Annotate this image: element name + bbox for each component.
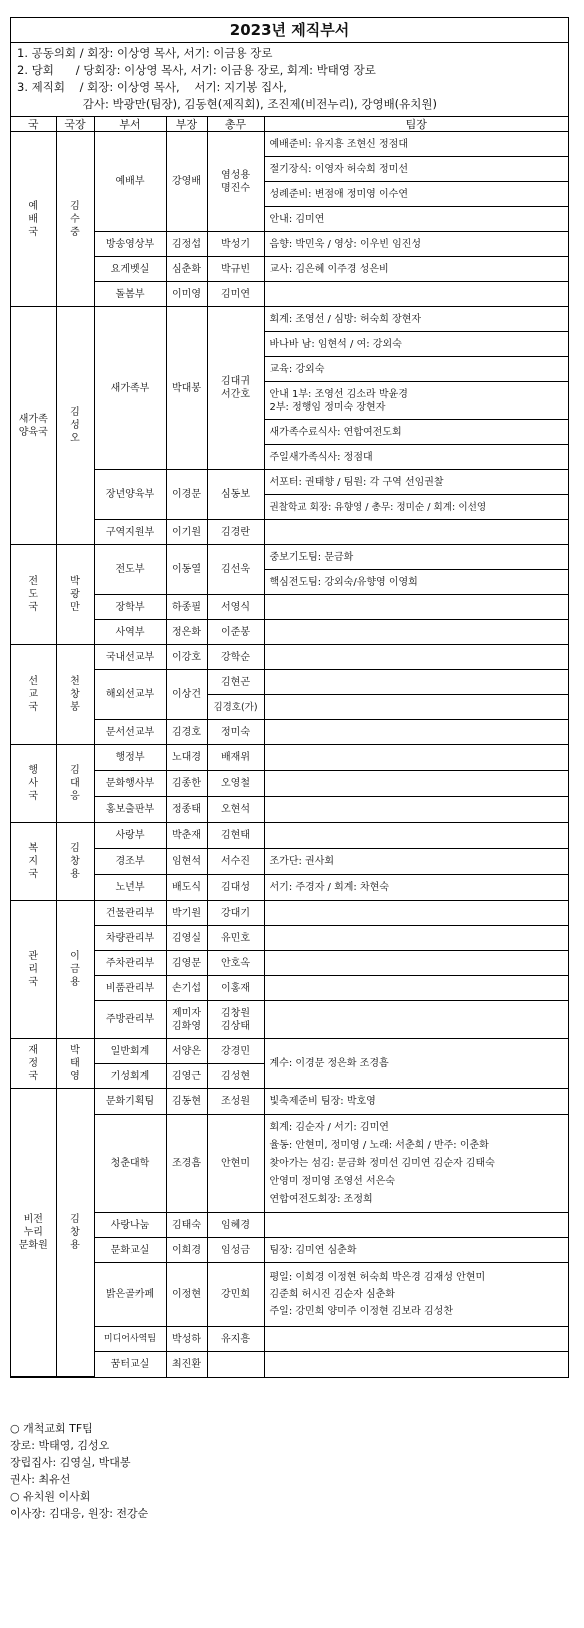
table-row	[11, 595, 568, 620]
col-header-dept: 부서	[94, 117, 166, 132]
dept-chongmu: 김경호(가)	[207, 695, 264, 720]
dept-name: 사역부	[94, 620, 166, 645]
dept-chongmu: 유민호	[207, 926, 264, 951]
table-row	[11, 620, 568, 645]
dept-chongmu: 안호옥	[207, 951, 264, 976]
guk-name: 복 지 국	[11, 823, 56, 901]
guk-head: 김 성 오	[56, 307, 94, 545]
table-row	[11, 797, 568, 823]
dept-chongmu: 김현태	[207, 823, 264, 849]
dept-chongmu: 강경민	[207, 1039, 264, 1064]
guk-name: 새가족 양육국	[11, 307, 56, 545]
team-cell	[264, 695, 568, 720]
guk-name: 행 사 국	[11, 745, 56, 823]
dept-name: 방송영상부	[94, 232, 166, 257]
guk-head: 천 창 봉	[56, 645, 94, 745]
col-header-gukjang: 국장	[56, 117, 94, 132]
dept-chongmu: 정미숙	[207, 720, 264, 745]
team-cell	[264, 720, 568, 745]
team-cell	[264, 1327, 568, 1352]
dept-bujang: 김종한	[166, 771, 207, 797]
dept-chongmu: 오현석	[207, 797, 264, 823]
dept-chongmu: 박규빈	[207, 257, 264, 282]
table-row	[11, 1352, 568, 1377]
dept-chongmu: 염성용 명진수	[207, 132, 264, 232]
dept-name: 홍보출판부	[94, 797, 166, 823]
dept-bujang: 이동열	[166, 545, 207, 595]
department-table	[11, 117, 568, 1377]
dept-name: 미디어사역팀	[94, 1327, 166, 1352]
team-cell	[264, 1001, 568, 1039]
dept-name: 문화행사부	[94, 771, 166, 797]
dept-name: 주차관리부	[94, 951, 166, 976]
dept-chongmu: 강대기	[207, 901, 264, 926]
team-cell: 교육: 강외숙	[264, 357, 568, 382]
dept-name: 구역지원부	[94, 520, 166, 545]
dept-bujang: 제미자 김화영	[166, 1001, 207, 1039]
table-row	[11, 132, 568, 157]
dept-bujang: 손기섭	[166, 976, 207, 1001]
footer-line: ○ 유치원 이사회	[10, 1490, 91, 1503]
table-row	[11, 670, 568, 695]
team-cell: 바나바 남: 임현석 / 여: 강외숙	[264, 332, 568, 357]
table-row	[11, 232, 568, 257]
dept-chongmu: 김창원 김상태	[207, 1001, 264, 1039]
table-row	[11, 520, 568, 545]
dept-name: 경조부	[94, 849, 166, 875]
dept-chongmu: 박성기	[207, 232, 264, 257]
team-cell: 회계: 김순자 / 서기: 김미연 율동: 안현미, 정미영 / 노래: 서춘희 / 반주: 이춘화 찾아가는 섬김: 문금화 정미선 김미연 김순자 김태숙 안영미 정미영 조영선 서은숙 연합여전도회장: 조정희	[264, 1115, 568, 1213]
dept-chongmu: 서영식	[207, 595, 264, 620]
team-cell	[264, 1352, 568, 1377]
info-line: 1. 공동의회 / 회장: 이상영 목사, 서기: 이금용 장로	[17, 46, 273, 60]
dept-chongmu: 김성현	[207, 1064, 264, 1089]
dept-name: 사랑나눔	[94, 1213, 166, 1238]
dept-name: 요게벳실	[94, 257, 166, 282]
dept-bujang: 정은화	[166, 620, 207, 645]
col-header-teamjang: 팀장	[264, 117, 568, 132]
table-row	[11, 771, 568, 797]
table-row	[11, 1327, 568, 1352]
guk-head: 김 대 응	[56, 745, 94, 823]
guk-head: 박 태 영	[56, 1039, 94, 1089]
table-row	[11, 545, 568, 570]
dept-chongmu: 임혜경	[207, 1213, 264, 1238]
team-cell	[264, 282, 568, 307]
dept-chongmu: 심동보	[207, 470, 264, 520]
team-cell	[264, 1213, 568, 1238]
dept-chongmu: 이홍재	[207, 976, 264, 1001]
table-row	[11, 849, 568, 875]
team-cell: 교사: 김은혜 이주경 성은비	[264, 257, 568, 282]
dept-name: 문화기획팀	[94, 1089, 166, 1115]
dept-name: 밝은골카페	[94, 1263, 166, 1327]
table-row	[11, 282, 568, 307]
dept-bujang: 김동현	[166, 1089, 207, 1115]
team-cell	[264, 670, 568, 695]
dept-name: 문서선교부	[94, 720, 166, 745]
dept-name: 주방관리부	[94, 1001, 166, 1039]
dept-chongmu: 배재위	[207, 745, 264, 771]
dept-name: 해외선교부	[94, 670, 166, 720]
guk-head: 이 금 용	[56, 901, 94, 1039]
dept-chongmu: 임성금	[207, 1238, 264, 1263]
guk-head: 김 창 용	[56, 823, 94, 901]
table-row	[11, 257, 568, 282]
team-cell: 서기: 주경자 / 회계: 차현숙	[264, 875, 568, 901]
guk-head: 박 광 만	[56, 545, 94, 645]
dept-chongmu: 강민희	[207, 1263, 264, 1327]
dept-name: 노년부	[94, 875, 166, 901]
dept-name: 건물관리부	[94, 901, 166, 926]
team-cell: 빛축제준비 팀장: 박호영	[264, 1089, 568, 1115]
dept-name: 꿈터교실	[94, 1352, 166, 1377]
footer-line: 권사: 최유선	[10, 1473, 71, 1486]
dept-chongmu: 김선욱	[207, 545, 264, 595]
col-header-bujang: 부장	[166, 117, 207, 132]
dept-name: 차량관리부	[94, 926, 166, 951]
dept-bujang: 김경호	[166, 720, 207, 745]
table-row	[11, 307, 568, 332]
dept-bujang: 김태숙	[166, 1213, 207, 1238]
dept-chongmu: 김대귀 서간호	[207, 307, 264, 470]
dept-name: 국내선교부	[94, 645, 166, 670]
guk-head: 김 수 중	[56, 132, 94, 307]
guk-name: 재 정 국	[11, 1039, 56, 1089]
dept-name: 전도부	[94, 545, 166, 595]
team-cell: 조가단: 권사회	[264, 849, 568, 875]
dept-bujang: 이경문	[166, 470, 207, 520]
team-cell: 핵심전도팀: 강외숙/유향영 이영희	[264, 570, 568, 595]
dept-chongmu: 서수진	[207, 849, 264, 875]
table-row	[11, 470, 568, 495]
table-row	[11, 1115, 568, 1213]
team-cell: 서포터: 권태향 / 팀원: 각 구역 선임권찰	[264, 470, 568, 495]
dept-bujang: 이정현	[166, 1263, 207, 1327]
dept-name: 청춘대학	[94, 1115, 166, 1213]
footer-notes	[10, 1420, 148, 1522]
dept-name: 돌봄부	[94, 282, 166, 307]
dept-chongmu: 오영철	[207, 771, 264, 797]
dept-name: 장년양육부	[94, 470, 166, 520]
dept-bujang: 박기원	[166, 901, 207, 926]
info-line: 감사: 박광만(팀장), 김동현(제직회), 조진제(비전누리), 강영배(유치원)	[17, 97, 437, 111]
dept-bujang: 최진환	[166, 1352, 207, 1377]
team-cell	[264, 797, 568, 823]
table-row	[11, 976, 568, 1001]
dept-name: 예배부	[94, 132, 166, 232]
team-cell: 계수: 이경문 정은화 조경흠	[264, 1039, 568, 1089]
team-cell: 평일: 이희경 이정현 허숙희 박은경 김재성 안현미 김준희 허시진 김순자 심춘화 주일: 강민희 양미주 이정현 김보라 김성찬	[264, 1263, 568, 1327]
table-row	[11, 645, 568, 670]
dept-bujang: 하종필	[166, 595, 207, 620]
dept-bujang: 이기원	[166, 520, 207, 545]
team-cell: 새가족수료식사: 연합여전도회	[264, 420, 568, 445]
table-row	[11, 1001, 568, 1039]
table-row	[11, 1238, 568, 1263]
dept-bujang: 정종태	[166, 797, 207, 823]
dept-name: 새가족부	[94, 307, 166, 470]
team-cell: 예배준비: 유지흥 조현신 정점대	[264, 132, 568, 157]
dept-name: 비품관리부	[94, 976, 166, 1001]
table-row	[11, 823, 568, 849]
table-row	[11, 1263, 568, 1327]
dept-name: 장학부	[94, 595, 166, 620]
team-cell: 주일새가족식사: 정점대	[264, 445, 568, 470]
organization-table-box	[10, 17, 569, 1378]
team-cell: 회계: 조영선 / 심방: 허숙희 장현자	[264, 307, 568, 332]
dept-bujang: 조경흠	[166, 1115, 207, 1213]
info-line: 3. 제직회 / 회장: 이상영 목사, 서기: 지기봉 집사,	[17, 80, 287, 94]
team-cell	[264, 901, 568, 926]
dept-chongmu: 김대성	[207, 875, 264, 901]
dept-bujang: 서양은	[166, 1039, 207, 1064]
dept-bujang: 심춘화	[166, 257, 207, 282]
leadership-info	[11, 43, 568, 117]
guk-name: 예 배 국	[11, 132, 56, 307]
team-cell	[264, 926, 568, 951]
dept-chongmu: 이준봉	[207, 620, 264, 645]
dept-bujang: 김영실	[166, 926, 207, 951]
team-cell	[264, 823, 568, 849]
dept-chongmu: 강학순	[207, 645, 264, 670]
guk-head: 김 창 용	[56, 1089, 94, 1377]
info-line: 2. 당회 / 당회장: 이상영 목사, 서기: 이금용 장로, 회계: 박태영 장로	[17, 63, 376, 77]
table-row	[11, 1089, 568, 1115]
dept-chongmu: 김경란	[207, 520, 264, 545]
team-cell	[264, 645, 568, 670]
team-cell	[264, 620, 568, 645]
table-row	[11, 1213, 568, 1238]
dept-name: 일반회계	[94, 1039, 166, 1064]
footer-line: 이사장: 김대응, 원장: 전강순	[10, 1507, 149, 1520]
page-title: 2023년 제직부서	[11, 18, 568, 43]
team-cell: 안내 1부: 조영선 김소라 박윤경 2부: 정행임 정미숙 장현자	[264, 382, 568, 420]
team-cell	[264, 595, 568, 620]
team-cell	[264, 745, 568, 771]
guk-name: 관 리 국	[11, 901, 56, 1039]
dept-bujang: 박대봉	[166, 307, 207, 470]
table-row	[11, 1039, 568, 1064]
dept-bujang: 이미영	[166, 282, 207, 307]
guk-name: 비전 누리 문화원	[11, 1089, 56, 1377]
footer-line: 장립집사: 김영실, 박대봉	[10, 1456, 131, 1469]
col-header-guk: 국	[11, 117, 56, 132]
guk-name: 전 도 국	[11, 545, 56, 645]
dept-chongmu: 김미연	[207, 282, 264, 307]
dept-bujang: 노대경	[166, 745, 207, 771]
dept-chongmu: 김현곤	[207, 670, 264, 695]
team-cell: 권찰학교 회장: 유향영 / 총무: 정미순 / 회계: 이선영	[264, 495, 568, 520]
footer-line: ○ 개척교회 TF팀	[10, 1422, 93, 1435]
dept-bujang: 이상건	[166, 670, 207, 720]
dept-bujang: 배도식	[166, 875, 207, 901]
dept-bujang: 박성하	[166, 1327, 207, 1352]
team-cell: 성례준비: 변점애 정미영 이수연	[264, 182, 568, 207]
dept-bujang: 박춘재	[166, 823, 207, 849]
dept-bujang: 강영배	[166, 132, 207, 232]
table-row	[11, 901, 568, 926]
team-cell: 팀장: 김미연 심춘화	[264, 1238, 568, 1263]
footer-line: 장로: 박태영, 김성오	[10, 1439, 110, 1452]
dept-bujang: 이희경	[166, 1238, 207, 1263]
team-cell	[264, 520, 568, 545]
dept-bujang: 김영문	[166, 951, 207, 976]
dept-bujang: 이강호	[166, 645, 207, 670]
dept-chongmu: 조성원	[207, 1089, 264, 1115]
table-row	[11, 875, 568, 901]
dept-bujang: 김정섭	[166, 232, 207, 257]
table-row	[11, 745, 568, 771]
dept-bujang: 김영근	[166, 1064, 207, 1089]
dept-bujang: 임현석	[166, 849, 207, 875]
table-row	[11, 720, 568, 745]
table-row	[11, 951, 568, 976]
team-cell: 안내: 김미연	[264, 207, 568, 232]
team-cell: 중보기도팀: 문금화	[264, 545, 568, 570]
dept-name: 기성회계	[94, 1064, 166, 1089]
dept-chongmu: 안현미	[207, 1115, 264, 1213]
dept-name: 사랑부	[94, 823, 166, 849]
guk-name: 선 교 국	[11, 645, 56, 745]
table-header-row	[11, 117, 568, 132]
dept-chongmu	[207, 1352, 264, 1377]
team-cell	[264, 976, 568, 1001]
team-cell	[264, 771, 568, 797]
dept-name: 문화교실	[94, 1238, 166, 1263]
col-header-chongmu: 총무	[207, 117, 264, 132]
dept-chongmu: 유지흥	[207, 1327, 264, 1352]
table-row	[11, 926, 568, 951]
team-cell	[264, 951, 568, 976]
dept-name: 행정부	[94, 745, 166, 771]
team-cell: 절기장식: 이영자 허숙희 정미선	[264, 157, 568, 182]
team-cell: 음향: 박민욱 / 영상: 이우빈 임진성	[264, 232, 568, 257]
